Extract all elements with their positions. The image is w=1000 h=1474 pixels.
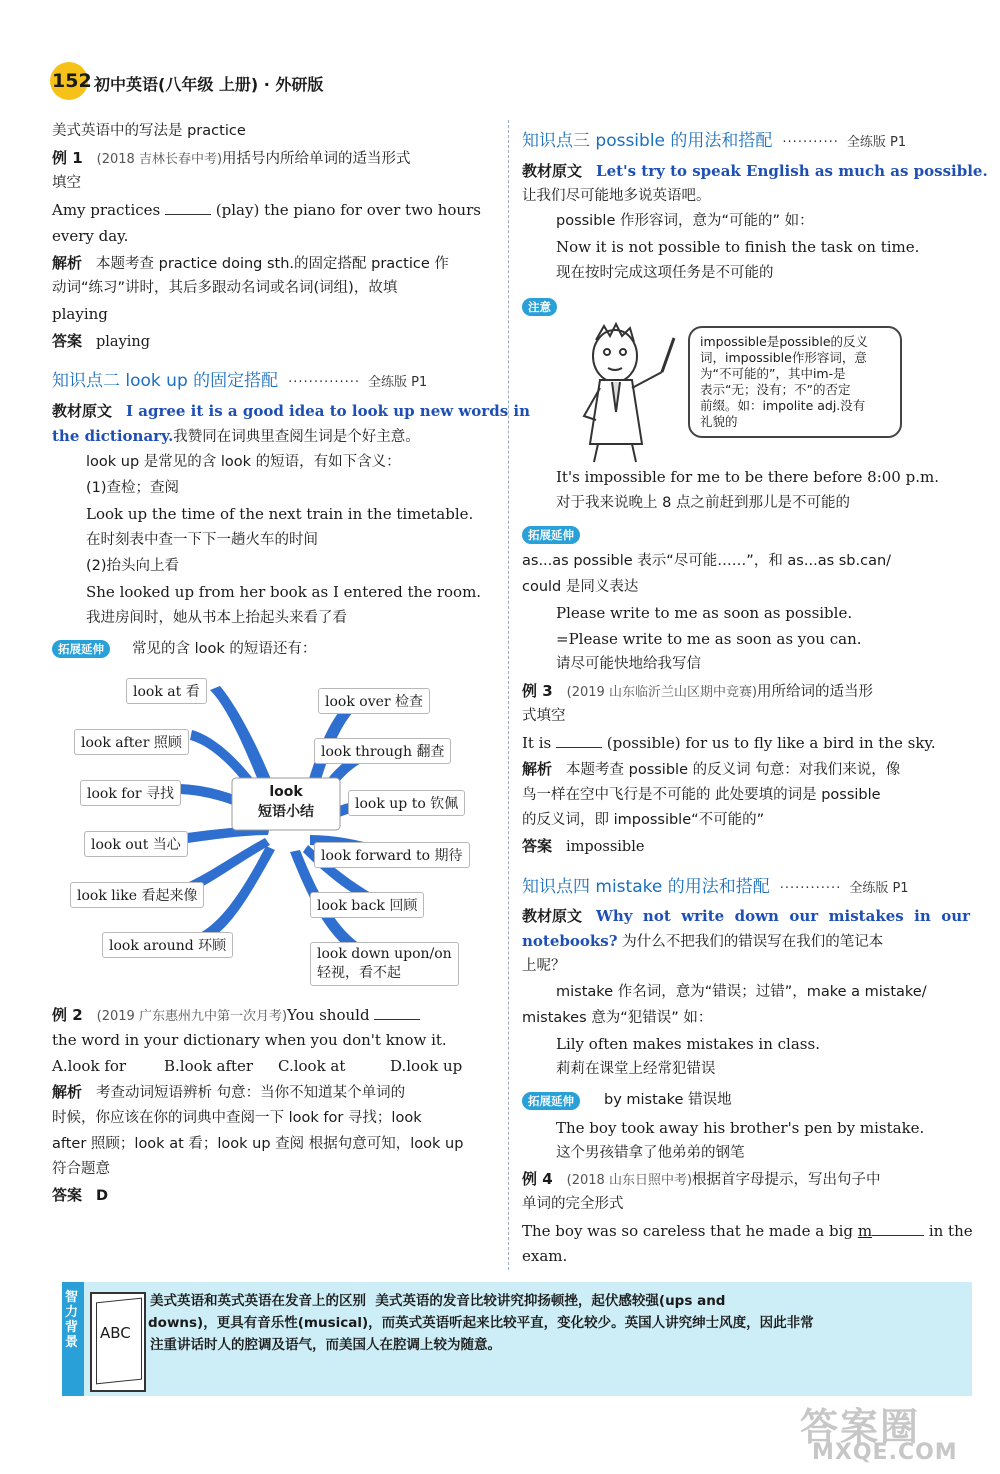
knowledge-point-3 (522, 126, 906, 151)
analysis-text: 考查动词短语辨析 句意：当你不知道某个单词的 (96, 1085, 406, 1101)
body-line: 对于我来说晚上 8 点之前赶到那儿是不可能的 (556, 495, 850, 511)
example-label: 例 3 (522, 682, 553, 700)
body-line: =Please write to me as soon as you can. (556, 630, 862, 648)
body-line: 请尽可能快地给我写信 (556, 656, 701, 672)
background-line: downs)，更具有音乐性(musical)，而英式英语听起来比较平直，变化较少。英国人讲究绅士风度，因此非常 (148, 1315, 814, 1331)
question-text: You should (287, 1006, 370, 1024)
example-2-question-cont: the word in your dictionary when you don't know it. (52, 1031, 447, 1049)
example-1-question (52, 199, 481, 221)
mindmap-item-line: look down upon/on (317, 946, 452, 962)
answer-blank (374, 1005, 420, 1020)
example-instruction: 用括号内所给单词的适当形式 (222, 151, 411, 167)
bubble-line: 词，impossible作形容词，意 (700, 350, 867, 365)
mindmap-item: look for 寻找 (80, 780, 181, 806)
example-label: 例 4 (522, 1170, 553, 1188)
mindmap-item: look over 检查 (318, 688, 430, 714)
analysis-label: 解析 (52, 1083, 83, 1101)
answer-text: D (96, 1188, 109, 1204)
answer-label: 答案 (52, 332, 83, 350)
body-line: 我进房间时，她从书本上抬起头来看了看 (86, 610, 347, 626)
example-3-header (522, 680, 873, 704)
book-text: ABC (100, 1324, 131, 1342)
question-text: (possible) for us to fly like a bird in the sky. (606, 734, 936, 752)
bubble-line: 前缀。如：impolite adj.没有 (700, 398, 866, 413)
extension-text: 常见的含 look 的短语还有： (132, 641, 317, 657)
example-source: (2018 吉林长春中考) (96, 152, 223, 167)
example-3-question (522, 732, 936, 754)
intro-line: 美式英语中的写法是 practice (52, 123, 246, 139)
background-line: 注重讲话时人的腔调及语气，而美国人在腔调上较为随意。 (150, 1337, 501, 1353)
body-line: look up 是常见的含 look 的短语，有如下含义： (86, 454, 401, 470)
kp-dots: ·············· (288, 375, 361, 390)
example-instruction: 根据首字母提示，写出句子中 (692, 1172, 881, 1188)
textbook-zh: 我赞同在词典里查阅生词是个好主意。 (173, 429, 420, 445)
body-line: could 是同义表达 (522, 579, 639, 595)
extension-tag: 拓展延伸 (52, 640, 110, 658)
book-title: 初中英语(八年级 上册) · 外研版 (94, 75, 324, 94)
kp-title: 知识点三 possible 的用法和搭配 (522, 131, 773, 151)
mindmap-item: look like 看起来像 (70, 882, 204, 908)
example-3-analysis (522, 758, 900, 781)
body-line: Please write to me as soon as possible. (556, 604, 853, 622)
example-source: (2019 广东惠州九中第一次月考) (96, 1009, 288, 1024)
example-1-instruction-cont: 填空 (52, 175, 81, 191)
body-line: The boy took away his brother's pen by mistake. (556, 1119, 925, 1137)
textbook-zh: 为什么不把我们的错误写在我们的笔记本 (622, 934, 884, 950)
watermark-url: MXQE.COM (812, 1440, 958, 1465)
textbook-en: Let's try to speak English as much as possible. (596, 162, 988, 180)
analysis-text: 本题考查 possible 的反义词 句意：对我们来说，像 (566, 762, 901, 778)
example-source: (2019 山东临沂兰山区期中竞赛) (566, 685, 758, 700)
body-line: mistakes 意为“犯错误” 如： (522, 1010, 713, 1026)
textbook-original-3 (522, 160, 988, 182)
mindmap-item (310, 942, 459, 986)
example-label: 例 2 (52, 1006, 83, 1024)
example-4-instruction-cont: 单词的完全形式 (522, 1196, 624, 1212)
example-instruction: 用所给词的适当形 (757, 684, 874, 700)
body-line: 现在按时完成这项任务是不可能的 (556, 265, 774, 281)
extension-tag: 拓展延伸 (522, 1092, 580, 1110)
answer-text: playing (96, 334, 151, 350)
textbook-zh: 让我们尽可能地多说英语吧。 (522, 188, 711, 204)
mindmap-item-line: 轻视，看不起 (317, 965, 401, 981)
analysis-line-3: after 照顾；look at 看；look up 查阅 根据句意可知，look up (52, 1136, 464, 1152)
extension-tag: 拓展延伸 (522, 526, 580, 544)
question-text: Amy practices (52, 201, 161, 219)
example-1-answer (52, 330, 150, 353)
analysis-text: 本题考查 practice doing sth.的固定搭配 practice 作 (96, 256, 449, 272)
example-1-question-cont: every day. (52, 227, 129, 245)
background-text (150, 1290, 958, 1356)
analysis-line-4: 符合题意 (52, 1161, 110, 1177)
body-line: Look up the time of the next train in the timetable. (86, 505, 474, 523)
analysis-line-3: playing (52, 305, 108, 323)
example-2-header (52, 1004, 420, 1028)
question-text: (play) the piano for over two hours (215, 201, 481, 219)
mindmap-item: look at 看 (126, 678, 207, 704)
body-line: She looked up from her book as I entered the room. (86, 583, 482, 601)
mindmap-item: look forward to 期待 (314, 842, 470, 868)
bubble-line: 为“不可能的”，其中im-是 (700, 366, 846, 381)
example-2-option: D.look up (390, 1057, 463, 1075)
body-line: mistake 作名词，意为“错误；过错”，make a mistake/ (556, 984, 927, 1000)
textbook-original-2 (52, 400, 530, 422)
answer-blank (556, 733, 602, 748)
mindmap-center-word: look (269, 784, 303, 800)
kp-ref: 全练版 P1 (849, 881, 909, 896)
example-2-option: B.look after (164, 1057, 254, 1075)
kp-ref: 全练版 P1 (368, 375, 428, 390)
example-label: 例 1 (52, 149, 83, 167)
textbook-label: 教材原文 (522, 907, 583, 925)
body-line: (1)查检；查阅 (86, 480, 180, 496)
mindmap-item: look up to 钦佩 (348, 790, 465, 816)
example-3-answer (522, 835, 644, 858)
example-1-header (52, 147, 411, 171)
kp-title: 知识点二 look up 的固定搭配 (52, 371, 279, 391)
body-line: Lily often makes mistakes in class. (556, 1035, 820, 1053)
example-3-instruction-cont: 式填空 (522, 708, 566, 724)
analysis-line-2: 动词“练习”讲时，其后多跟动名词或名词(词组)，故填 (52, 280, 398, 296)
example-2-option: A.look for (52, 1057, 127, 1075)
knowledge-point-2 (52, 366, 427, 391)
body-line: Now it is not possible to finish the task on time. (556, 238, 920, 256)
bubble-line: 表示“无；没有；不”的否定 (700, 382, 851, 397)
mindmap-item: look after 照顾 (74, 729, 189, 755)
teacher-illustration (570, 316, 680, 466)
textbook-label: 教材原文 (52, 402, 113, 420)
answer-blank (165, 200, 211, 215)
body-line: It's impossible for me to be there before 8:00 p.m. (556, 468, 939, 486)
bubble-line: impossible是possible的反义 (700, 334, 869, 349)
analysis-line-3: 的反义词，即 impossible“不可能的” (522, 812, 765, 828)
mindmap-center (232, 782, 340, 822)
kp-ref: 全练版 P1 (846, 135, 907, 150)
body-line: possible 作形容词，意为“可能的” 如： (556, 213, 814, 229)
textbook-en: notebooks? (522, 932, 618, 950)
background-line: 美式英语的发音比较讲究抑扬顿挫，起伏感较强(ups and (375, 1293, 726, 1309)
body-line: (2)抬头向上看 (86, 558, 180, 574)
page-number: 152 (52, 70, 92, 92)
textbook-en: Why not write down our mistakes in our (596, 907, 971, 925)
knowledge-point-4 (522, 872, 909, 897)
kp-dots: ··········· (782, 135, 839, 150)
answer-blank (872, 1221, 924, 1236)
note-tag: 注意 (522, 298, 557, 316)
textbook-original-2-cont (52, 425, 420, 448)
example-2-option: C.look at (278, 1057, 346, 1075)
textbook-label: 教材原文 (522, 162, 583, 180)
bubble-line: 礼貌的 (700, 414, 738, 429)
body-line: 这个男孩错拿了他弟弟的钢笔 (556, 1145, 745, 1161)
body-line: by mistake 错误地 (604, 1092, 732, 1108)
body-line: 莉莉在课堂上经常犯错误 (556, 1061, 716, 1077)
watermark-logo: 答案圈 (800, 1405, 921, 1449)
mindmap-item: look around 环顾 (102, 932, 233, 958)
kp-title: 知识点四 mistake 的用法和搭配 (522, 877, 770, 897)
example-2-analysis (52, 1081, 405, 1104)
kp-dots: ············ (779, 881, 842, 896)
question-text: It is (522, 734, 552, 752)
mindmap-center-subtitle: 短语小结 (258, 804, 314, 820)
example-4-question-cont: exam. (522, 1247, 568, 1265)
textbook-en: I agree it is a good idea to look up new words in (126, 402, 530, 420)
analysis-line-2: 鸟一样在空中飞行是不可能的 此处要填的词是 possible (522, 787, 881, 803)
hint-letter: m (857, 1222, 873, 1240)
analysis-line-2: 时候，你应该在你的词典中查阅一下 look for 寻找；look (52, 1110, 422, 1126)
answer-label: 答案 (522, 837, 553, 855)
mindmap-item: look out 当心 (84, 831, 188, 857)
mindmap-item: look through 翻查 (314, 738, 451, 764)
textbook-original-4 (522, 905, 970, 927)
answer-text: impossible (566, 839, 645, 855)
textbook-zh: 上呢？ (522, 958, 566, 974)
side-label: 智力背景 (65, 1290, 79, 1350)
example-2-answer (52, 1184, 108, 1207)
example-4-header (522, 1168, 881, 1192)
example-source: (2018 山东日照中考) (566, 1173, 693, 1188)
mindmap-item: look back 回顾 (310, 892, 424, 918)
question-text: The boy was so careless that he made a big (522, 1222, 854, 1240)
analysis-label: 解析 (52, 254, 83, 272)
example-1-analysis (52, 252, 449, 275)
analysis-label: 解析 (522, 760, 553, 778)
note-bubble (688, 326, 902, 438)
question-text: in the (928, 1222, 973, 1240)
example-4-question (522, 1220, 973, 1242)
column-divider (508, 120, 509, 1270)
body-line: as...as possible 表示“尽可能……”，和 as...as sb.can/ (522, 553, 892, 569)
background-title: 美式英语和英式英语在发音上的区别 (150, 1293, 366, 1309)
textbook-en: the dictionary. (52, 427, 174, 445)
body-line: 在时刻表中查一下下一趟火车的时间 (86, 532, 318, 548)
textbook-original-4-cont (522, 930, 883, 953)
answer-label: 答案 (52, 1186, 83, 1204)
